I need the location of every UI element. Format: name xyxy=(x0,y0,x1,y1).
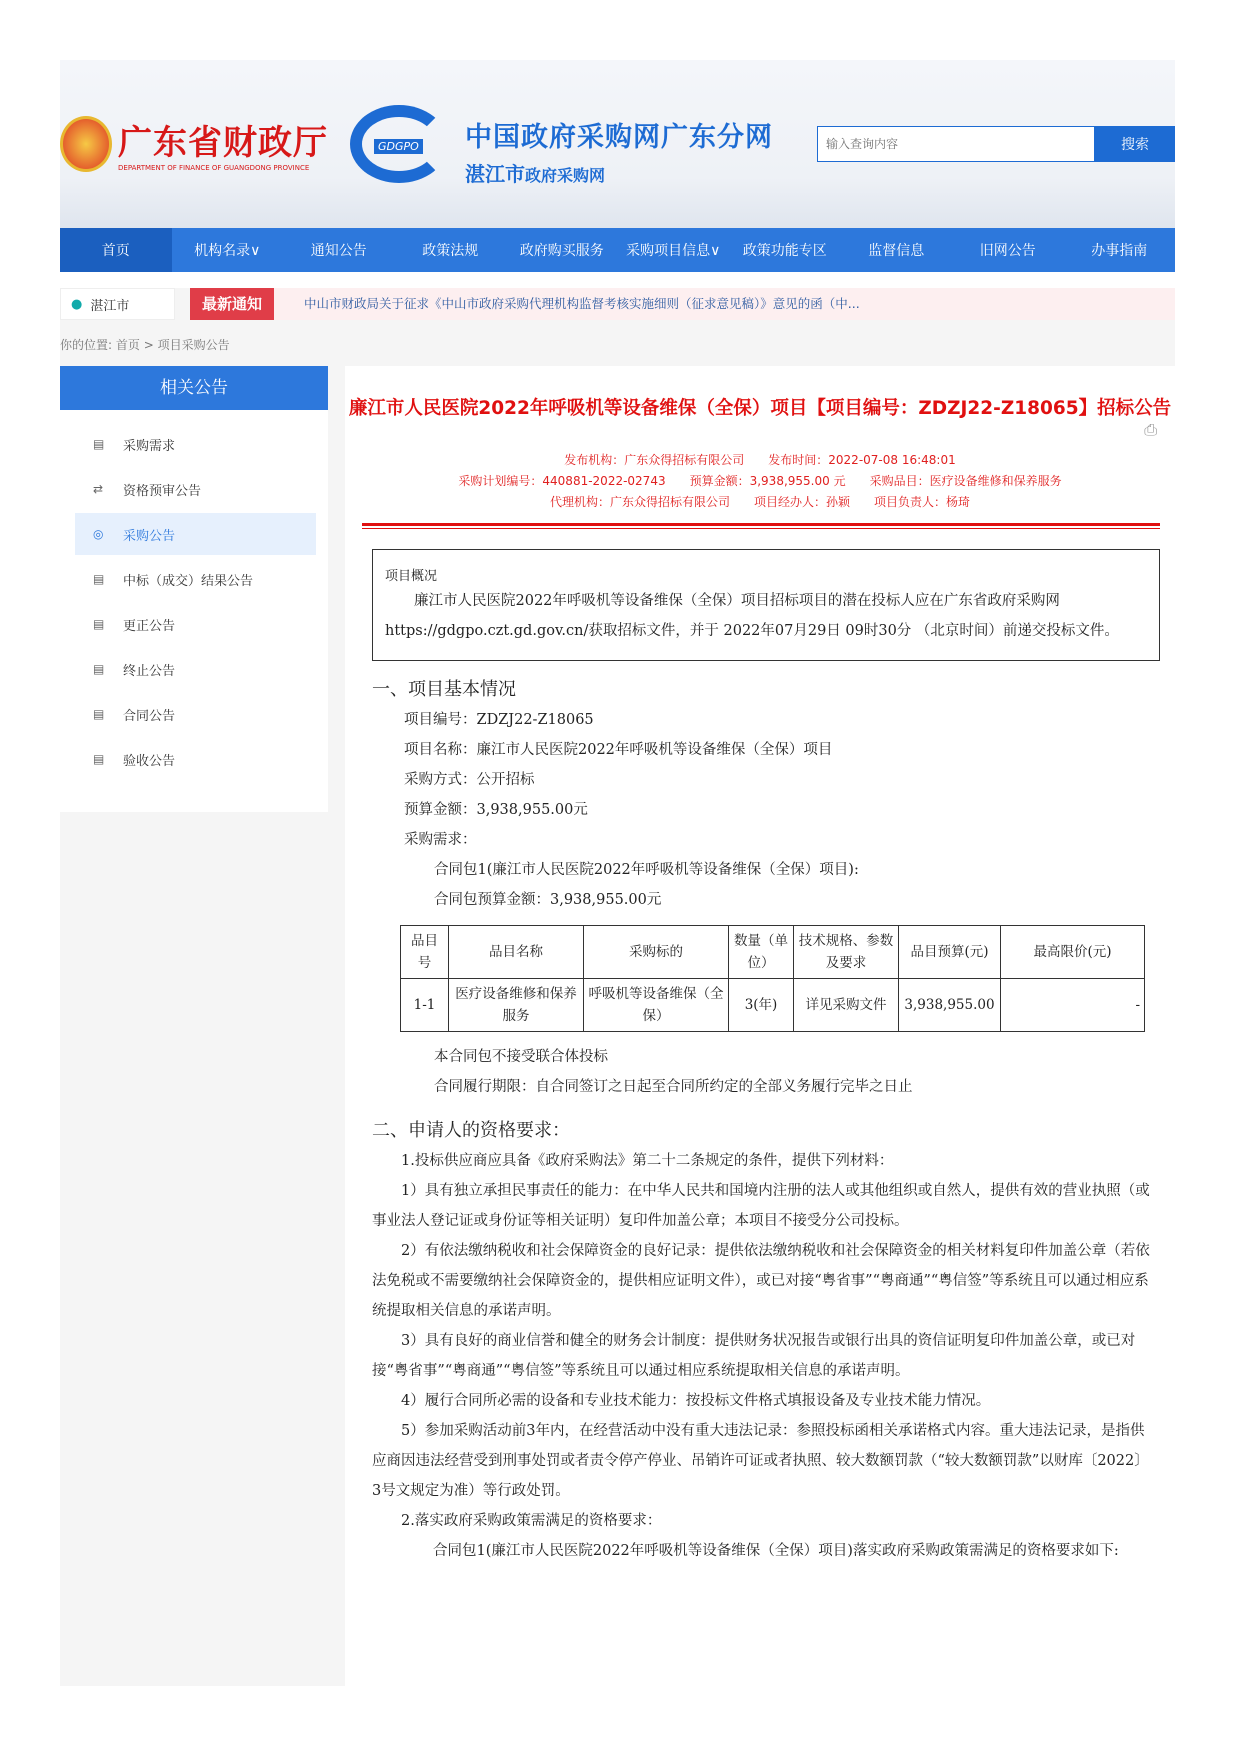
sidebar-item-label: 采购公告 xyxy=(123,528,176,544)
breadcrumb-sep: > xyxy=(143,338,154,352)
city-name: 湛江市 xyxy=(465,162,525,186)
sidebar-item-contract[interactable] xyxy=(75,693,316,735)
finance-logo[interactable] xyxy=(60,115,328,172)
divider xyxy=(362,523,1160,529)
search-button[interactable]: 搜索 xyxy=(1095,126,1175,162)
table-cell: 3(年) xyxy=(729,979,794,1032)
project-name: 项目名称：廉江市人民医院2022年呼吸机等设备维保（全保）项目 xyxy=(404,742,833,758)
budget: 预算金额：3,938,955.00 元 xyxy=(689,474,846,488)
finance-title: 广东省财政厅 xyxy=(118,123,328,163)
table-cell: 详见采购文件 xyxy=(794,979,899,1032)
paragraph: 2）有依法缴纳税收和社会保障资金的良好记录：提供依法缴纳税收和社会保障资金的相关材料复印件加盖公章（若依法免税或不需要缴纳社会保障资金的，提供相应证明文件），或已对接“粤省事”“粤商通”“粤信签”等系统且可以通过相应系统提取相关信息的承诺声明。 xyxy=(372,1243,1150,1319)
publisher: 发布机构：广东众得招标有限公司 xyxy=(564,453,745,467)
sidebar-item-correction[interactable] xyxy=(75,603,316,645)
items-table xyxy=(400,925,1145,1032)
latest-notice-badge: 最新通知 xyxy=(190,288,274,320)
search-input[interactable] xyxy=(817,126,1095,162)
breadcrumb-current[interactable]: 项目采购公告 xyxy=(157,338,230,352)
table-cell: - xyxy=(1001,979,1145,1032)
contract-period: 合同履行期限：自合同签订之日起至合同所约定的全部义务履行完毕之日止 xyxy=(434,1079,913,1095)
nav-policy[interactable]: 政策法规 xyxy=(422,243,479,259)
table-cell: 3,938,955.00 xyxy=(899,979,1001,1032)
nav-policy-zone[interactable]: 政策功能专区 xyxy=(742,243,827,259)
consortium-note: 本合同包不接受联合体投标 xyxy=(434,1049,608,1065)
article-body xyxy=(345,675,1175,1566)
table-header: 采购标的 xyxy=(584,926,729,979)
sidebar-item-label: 验收公告 xyxy=(123,753,176,769)
doc-icon: ▤ xyxy=(93,707,105,721)
paragraph: 合同包1(廉江市人民医院2022年呼吸机等设备维保（全保）项目)落实政府采购政策需满足的资格要求如下: xyxy=(433,1543,1119,1559)
table-header-row xyxy=(401,926,1145,979)
doc-icon: ▤ xyxy=(93,662,105,676)
nav-guide[interactable]: 办事指南 xyxy=(1091,243,1148,259)
section-heading: 一、项目基本情况 xyxy=(372,679,516,700)
notice-link[interactable]: 中山市财政局关于征求《中山市政府采购代理机构监督考核实施细则（征求意见稿）》意见的函（中... xyxy=(274,288,1175,320)
doc-icon: ▤ xyxy=(93,572,105,586)
site-name xyxy=(465,115,773,187)
table-cell: 1-1 xyxy=(401,979,449,1032)
section-heading: 二、申请人的资格要求： xyxy=(372,1120,570,1141)
plan-number: 采购计划编号：440881-2022-02743 xyxy=(458,474,666,488)
sidebar-item-result[interactable] xyxy=(75,558,316,600)
nav-supervision[interactable]: 监督信息 xyxy=(868,243,925,259)
nav-project-info[interactable]: 采购项目信息∨ xyxy=(626,243,721,259)
sidebar-item-label: 采购需求 xyxy=(123,438,176,454)
overview-text: 廉江市人民医院2022年呼吸机等设备维保（全保）项目招标项目的潜在投标人应在广东省政府采购网https://gdgpo.czt.gd.gov.cn/获取招标文件，并于 2022年07月29日 09时30分 （北京时间）前递交投标文件。 xyxy=(385,593,1119,639)
sidebar xyxy=(60,366,328,812)
doc-icon: ▤ xyxy=(93,752,105,766)
nav-notices[interactable]: 通知公告 xyxy=(310,243,367,259)
location-pin-icon: ● xyxy=(71,296,83,312)
breadcrumb xyxy=(60,336,230,353)
sidebar-item-demand[interactable] xyxy=(75,423,316,465)
search-bar xyxy=(817,126,1175,162)
package-title: 合同包1(廉江市人民医院2022年呼吸机等设备维保（全保）项目): xyxy=(434,862,859,878)
agency: 代理机构：广东众得招标有限公司 xyxy=(549,495,730,509)
nav-home[interactable]: 首页 xyxy=(60,228,172,272)
sidebar-item-label: 更正公告 xyxy=(123,618,176,634)
paragraph: 2.落实政府采购政策需满足的资格要求： xyxy=(401,1513,662,1529)
doc-icon: ▤ xyxy=(93,617,105,631)
nav-old-notices[interactable]: 旧网公告 xyxy=(979,243,1036,259)
site-title: 中国政府采购网广东分网 xyxy=(465,122,773,153)
table-header: 品目号 xyxy=(401,926,449,979)
nav-directory[interactable]: 机构名录∨ xyxy=(194,243,261,259)
notice-bar xyxy=(60,288,1175,320)
overview-box xyxy=(372,549,1160,661)
overview-title: 项目概况 xyxy=(385,569,438,584)
sidebar-item-label: 终止公告 xyxy=(123,663,176,679)
budget-amount: 预算金额：3,938,955.00元 xyxy=(404,802,588,818)
table-header: 数量（单位） xyxy=(729,926,794,979)
print-icon[interactable]: ⎙ xyxy=(1144,420,1157,439)
nav-gov-purchase[interactable]: 政府购买服务 xyxy=(519,243,604,259)
gdgpo-logo xyxy=(350,105,448,183)
sidebar-item-label: 资格预审公告 xyxy=(123,483,202,499)
doc-icon: ▤ xyxy=(93,437,105,451)
sidebar-item-procurement[interactable] xyxy=(75,513,316,555)
national-emblem-icon xyxy=(60,116,112,172)
paragraph: 3）具有良好的商业信誉和健全的财务会计制度：提供财务状况报告或银行出具的资信证明复印件加盖公章，或已对接“粤省事”“粤商通”“粤信签”等系统且可以通过相应系统提取相关信息的承诺声明。 xyxy=(372,1333,1136,1379)
paragraph: 4）履行合同所必需的设备和专业技术能力：按投标文件格式填报设备及专业技术能力情况。 xyxy=(401,1393,991,1409)
table-header: 品目预算(元) xyxy=(899,926,1001,979)
sidebar-title: 相关公告 xyxy=(60,366,328,410)
sidebar-item-acceptance[interactable] xyxy=(75,738,316,780)
paragraph: 1.投标供应商应具备《政府采购法》第二十二条规定的条件，提供下列材料： xyxy=(401,1153,894,1169)
page-title: 廉江市人民医院2022年呼吸机等设备维保（全保）项目【项目编号：ZDZJ22-Z18065】招标公告 xyxy=(348,398,1172,419)
header-banner xyxy=(60,60,1175,228)
logo-text: GDGPO xyxy=(374,139,423,154)
table-row xyxy=(401,979,1145,1032)
sidebar-item-label: 中标（成交）结果公告 xyxy=(123,573,254,589)
table-header: 品目名称 xyxy=(449,926,584,979)
demand-label: 采购需求： xyxy=(404,832,477,848)
table-header: 最高限价(元) xyxy=(1001,926,1145,979)
paragraph: 5）参加采购活动前3年内，在经营活动中没有重大违法记录：参照投标函相关承诺格式内容。重大违法记录，是指供应商因违法经营受到刑事处罚或者责令停产停业、吊销许可证或者执照、较大数额罚款（“较大数额罚款”以财库〔2022〕3号文规定为准）等行政处罚。 xyxy=(372,1423,1149,1499)
breadcrumb-home[interactable]: 首页 xyxy=(115,338,140,352)
city-sub: 政府采购网 xyxy=(525,166,606,185)
finance-en: DEPARTMENT OF FINANCE OF GUANGDONG PROVINCE xyxy=(118,164,310,172)
article-meta xyxy=(345,450,1175,513)
procurement-method: 采购方式：公开招标 xyxy=(404,772,535,788)
sidebar-item-prequal[interactable] xyxy=(75,468,316,510)
package-budget: 合同包预算金额：3,938,955.00元 xyxy=(434,892,662,908)
main-nav xyxy=(60,228,1175,272)
breadcrumb-label: 你的位置: xyxy=(60,338,113,352)
sidebar-item-termination[interactable] xyxy=(75,648,316,690)
table-cell: 呼吸机等设备维保（全保） xyxy=(584,979,729,1032)
manager: 项目负责人：杨琦 xyxy=(874,495,971,509)
publish-time: 发布时间：2022-07-08 16:48:01 xyxy=(768,453,956,467)
project-number: 项目编号：ZDZJ22-Z18065 xyxy=(404,712,594,728)
target-icon: ◎ xyxy=(93,527,104,541)
paragraph: 1）具有独立承担民事责任的能力：在中华人民共和国境内注册的法人或其他组织或自然人，提供有效的营业执照（或事业法人登记证或身份证等相关证明）复印件加盖公章；本项目不接受分公司投标。 xyxy=(372,1183,1150,1229)
handler: 项目经办人：孙颖 xyxy=(753,495,850,509)
table-header: 技术规格、参数及要求 xyxy=(794,926,899,979)
article xyxy=(345,366,1175,1686)
city-label: 湛江市 xyxy=(90,298,130,314)
table-cell: 医疗设备维修和保养服务 xyxy=(449,979,584,1032)
city-selector[interactable] xyxy=(60,288,175,320)
swap-icon: ⇄ xyxy=(93,482,104,496)
sidebar-item-label: 合同公告 xyxy=(123,708,176,724)
category: 采购品目：医疗设备维修和保养服务 xyxy=(869,474,1062,488)
